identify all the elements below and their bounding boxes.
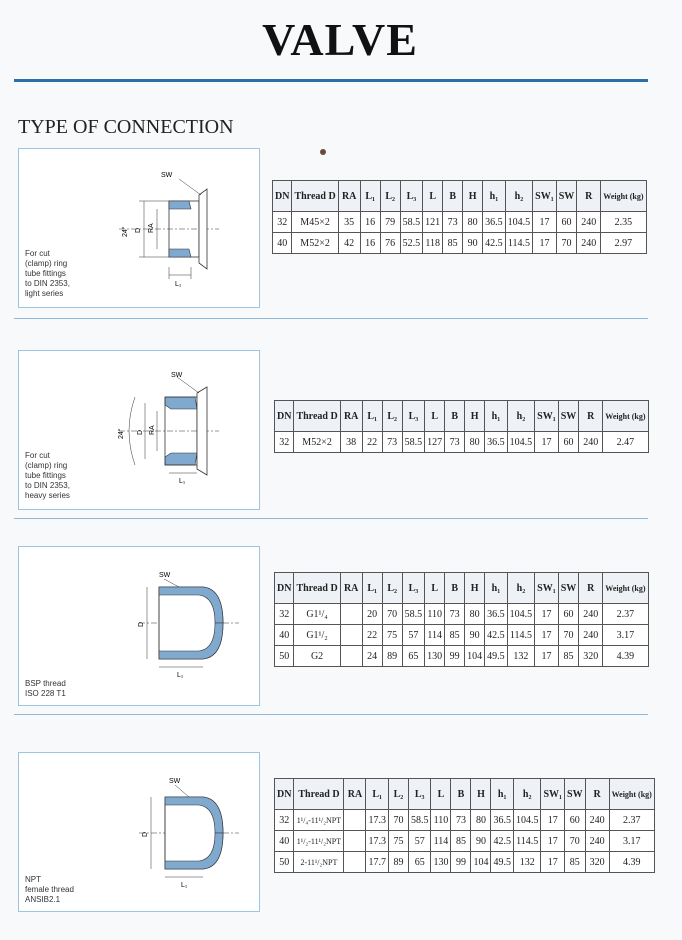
table-cell: 60	[556, 212, 577, 233]
column-header: B	[445, 573, 465, 604]
column-header: L₂	[382, 573, 402, 604]
caption-light-series: For cut (clamp) ring tube fittings to DIN 2353, light series	[25, 249, 70, 298]
column-header: L	[431, 779, 451, 810]
table-cell: 79	[380, 212, 400, 233]
label-sw: SW	[161, 172, 173, 179]
column-header: L	[425, 573, 445, 604]
page-title: VALVE	[262, 14, 418, 65]
column-header: Weight (kg)	[609, 779, 654, 810]
table-cell: 60	[558, 604, 579, 625]
table-cell: 70	[565, 831, 586, 852]
caption-npt-thread: NPT female thread ANSIB2.1	[25, 875, 74, 904]
column-header: L	[423, 181, 443, 212]
table-cell: 38	[340, 432, 362, 453]
column-header: H	[465, 573, 485, 604]
table-cell: 32	[275, 432, 294, 453]
table-cell: 110	[425, 604, 445, 625]
table-cell: 90	[463, 233, 483, 254]
table-cell	[340, 604, 362, 625]
table-cell: 42	[338, 233, 360, 254]
table-cell: 114	[425, 625, 445, 646]
table-cell: 80	[463, 212, 483, 233]
label-24deg: 24°	[118, 428, 125, 439]
table-cell: 65	[402, 646, 425, 667]
column-header: L₁	[366, 779, 389, 810]
table-cell: 36.5	[485, 432, 508, 453]
table-cell: 73	[445, 604, 465, 625]
table-cell: 240	[579, 604, 603, 625]
table-cell: 49.5	[485, 646, 508, 667]
table-cell	[344, 831, 366, 852]
table-cell: 132	[513, 852, 541, 873]
table-cell: 104.5	[505, 212, 533, 233]
label-l1: L₁	[175, 281, 182, 288]
column-header: L₃	[402, 573, 425, 604]
column-header: R	[585, 779, 609, 810]
table-cell: 85	[565, 852, 586, 873]
table-cell: 104.5	[513, 810, 541, 831]
column-header: h₁	[485, 573, 508, 604]
column-header: SW	[565, 779, 586, 810]
table-cell: M45×2	[292, 212, 338, 233]
table-cell: 32	[273, 212, 292, 233]
table-row	[275, 646, 649, 667]
label-ra: RA	[148, 223, 155, 233]
column-header: B	[451, 779, 471, 810]
table-cell: 17	[535, 646, 559, 667]
table-cell: 2.97	[601, 233, 646, 254]
table-cell: 50	[275, 852, 294, 873]
table-cell: 57	[402, 625, 425, 646]
column-header: H	[463, 181, 483, 212]
column-header: L₃	[400, 181, 423, 212]
table-cell: 22	[362, 625, 382, 646]
column-header: Weight (kg)	[601, 181, 646, 212]
spec-table-heavy-series	[274, 400, 649, 453]
table-cell: 85	[451, 831, 471, 852]
table-cell: 73	[451, 810, 471, 831]
table-cell: 73	[443, 212, 463, 233]
label-d: D	[137, 429, 144, 435]
table-cell: 49.5	[491, 852, 514, 873]
table-cell: 17.3	[366, 831, 389, 852]
label-l1: L₁	[177, 672, 184, 679]
table-cell: 3.17	[603, 625, 648, 646]
table-cell: 73	[445, 432, 465, 453]
table-cell: 20	[362, 604, 382, 625]
column-header: Thread D	[294, 573, 340, 604]
table-cell: 32	[275, 810, 294, 831]
table-cell: 70	[558, 625, 579, 646]
table-cell: 85	[443, 233, 463, 254]
table-cell: 240	[577, 233, 601, 254]
column-header: SW₁	[535, 573, 559, 604]
table-cell: 89	[388, 852, 408, 873]
column-header: h₁	[491, 779, 514, 810]
label-sw: SW	[169, 778, 181, 785]
table-cell: 114.5	[507, 625, 535, 646]
table-header-row	[273, 181, 647, 212]
table-cell: 104.5	[507, 604, 535, 625]
table-cell: 52.5	[400, 233, 423, 254]
table-cell: 42.5	[485, 625, 508, 646]
column-header: L₂	[380, 181, 400, 212]
table-cell: 121	[423, 212, 443, 233]
table-cell: 42.5	[491, 831, 514, 852]
column-header: DN	[273, 181, 292, 212]
table-cell: 99	[445, 646, 465, 667]
table-cell: 4.39	[609, 852, 654, 873]
column-header: L₁	[362, 573, 382, 604]
drawing-bsp-thread	[18, 546, 260, 706]
table-cell: 57	[408, 831, 431, 852]
ink-dot	[320, 149, 326, 155]
table-cell: 80	[465, 604, 485, 625]
column-header: Weight (kg)	[603, 401, 648, 432]
caption-bsp-thread: BSP thread ISO 228 T1	[25, 679, 66, 698]
table-cell: 60	[558, 432, 579, 453]
table-cell: 58.5	[402, 604, 425, 625]
table-row	[275, 432, 649, 453]
table-cell: 80	[471, 810, 491, 831]
column-header: Thread D	[294, 401, 340, 432]
column-header: h₂	[513, 779, 541, 810]
table-cell: 32	[275, 604, 294, 625]
table-cell	[340, 625, 362, 646]
column-header: DN	[275, 573, 294, 604]
column-header: B	[445, 401, 465, 432]
table-cell: 240	[579, 625, 603, 646]
column-header: h₁	[485, 401, 508, 432]
table-cell: 89	[382, 646, 402, 667]
column-header: SW	[558, 573, 579, 604]
section-separator	[14, 318, 648, 319]
column-header: SW₁	[535, 401, 559, 432]
column-header: h₂	[507, 573, 535, 604]
table-cell	[340, 646, 362, 667]
table-cell: 2.37	[609, 810, 654, 831]
table-row	[275, 852, 655, 873]
table-cell	[344, 852, 366, 873]
column-header: RA	[340, 573, 362, 604]
table-cell: 240	[585, 831, 609, 852]
table-cell: 114	[431, 831, 451, 852]
column-header: L₂	[382, 401, 402, 432]
table-cell: 16	[360, 212, 380, 233]
column-header: SW₁	[541, 779, 565, 810]
label-sw: SW	[171, 372, 183, 379]
table-cell: 104	[471, 852, 491, 873]
table-cell: 60	[565, 810, 586, 831]
table-cell: 130	[431, 852, 451, 873]
table-cell: 2.37	[603, 604, 648, 625]
table-cell: 17	[541, 831, 565, 852]
table-cell: 90	[465, 625, 485, 646]
table-cell: 36.5	[491, 810, 514, 831]
table-cell: 17.3	[366, 810, 389, 831]
table-cell: 40	[275, 831, 294, 852]
table-cell: 130	[425, 646, 445, 667]
table-cell: 90	[471, 831, 491, 852]
spec-table-npt-thread	[274, 778, 655, 873]
label-d: D	[142, 831, 149, 837]
table-cell: 73	[382, 432, 402, 453]
table-cell: 114.5	[505, 233, 533, 254]
table-cell: 320	[585, 852, 609, 873]
column-header: L₂	[388, 779, 408, 810]
table-cell: G1¹/₄	[294, 604, 340, 625]
table-cell: 50	[275, 646, 294, 667]
table-header-row	[275, 573, 649, 604]
column-header: B	[443, 181, 463, 212]
column-header: RA	[340, 401, 362, 432]
table-cell: 104	[465, 646, 485, 667]
column-header: RA	[344, 779, 366, 810]
table-cell: 40	[273, 233, 292, 254]
table-cell: M52×2	[292, 233, 338, 254]
table-cell: 80	[465, 432, 485, 453]
column-header: L₃	[408, 779, 431, 810]
column-header: DN	[275, 779, 294, 810]
section-separator	[14, 714, 648, 715]
column-header: SW₁	[533, 181, 557, 212]
label-ra: RA	[149, 425, 156, 435]
column-header: R	[579, 401, 603, 432]
table-cell: 17	[533, 212, 557, 233]
table-cell: 132	[507, 646, 535, 667]
table-cell: 17.7	[366, 852, 389, 873]
table-cell: 240	[579, 432, 603, 453]
table-cell: 36.5	[485, 604, 508, 625]
table-cell: 85	[445, 625, 465, 646]
table-row	[275, 604, 649, 625]
table-cell: 22	[362, 432, 382, 453]
table-cell: 2.35	[601, 212, 646, 233]
table-cell: 76	[380, 233, 400, 254]
spec-table-light-series	[272, 180, 647, 254]
table-header-row	[275, 401, 649, 432]
table-cell: 127	[425, 432, 445, 453]
table-cell: G2	[294, 646, 340, 667]
table-cell: 42.5	[483, 233, 506, 254]
table-cell: 58.5	[402, 432, 425, 453]
column-header: Weight (kg)	[603, 573, 648, 604]
section-title: TYPE OF CONNECTION	[18, 116, 234, 138]
table-cell: 70	[556, 233, 577, 254]
table-cell: 17	[535, 625, 559, 646]
caption-heavy-series: For cut (clamp) ring tube fittings to DIN 2353, heavy series	[25, 451, 70, 500]
table-cell: 58.5	[400, 212, 423, 233]
table-cell: M52×2	[294, 432, 340, 453]
table-cell: 118	[423, 233, 443, 254]
drawing-npt-thread	[18, 752, 260, 912]
table-row	[275, 625, 649, 646]
table-cell: 240	[577, 212, 601, 233]
table-cell: 70	[388, 810, 408, 831]
table-cell: 17	[541, 810, 565, 831]
label-d: D	[135, 227, 142, 233]
table-cell: G1¹/₂	[294, 625, 340, 646]
table-cell: 104.5	[507, 432, 535, 453]
drawing-heavy-series	[18, 350, 260, 510]
table-cell: 35	[338, 212, 360, 233]
table-cell: 240	[585, 810, 609, 831]
column-header: H	[471, 779, 491, 810]
table-row	[275, 831, 655, 852]
table-cell: 110	[431, 810, 451, 831]
title-rule	[14, 79, 648, 82]
column-header: L₃	[402, 401, 425, 432]
label-sw: SW	[159, 572, 171, 579]
drawing-light-series	[18, 148, 260, 308]
label-l1: L₁	[181, 882, 188, 889]
table-cell: 1¹/₂-11¹/₂NPT	[294, 831, 344, 852]
table-cell: 3.17	[609, 831, 654, 852]
table-cell: 24	[362, 646, 382, 667]
section-separator	[14, 518, 648, 519]
table-cell: 36.5	[483, 212, 506, 233]
table-cell: 70	[382, 604, 402, 625]
column-header: Thread D	[294, 779, 344, 810]
column-header: R	[579, 573, 603, 604]
table-cell: 99	[451, 852, 471, 873]
table-cell: 65	[408, 852, 431, 873]
column-header: R	[577, 181, 601, 212]
spec-table-bsp-thread	[274, 572, 649, 667]
label-24deg: 24°	[122, 226, 129, 237]
column-header: h₁	[483, 181, 506, 212]
column-header: h₂	[505, 181, 533, 212]
column-header: h₂	[507, 401, 535, 432]
table-cell: 17	[535, 432, 559, 453]
column-header: Thread D	[292, 181, 338, 212]
label-d: D	[138, 621, 145, 627]
column-header: SW	[556, 181, 577, 212]
table-cell: 17	[535, 604, 559, 625]
column-header: L₁	[360, 181, 380, 212]
table-header-row	[275, 779, 655, 810]
column-header: L₁	[362, 401, 382, 432]
table-row	[273, 233, 647, 254]
label-l1: L₁	[179, 478, 186, 485]
table-cell: 2-11¹/₂NPT	[294, 852, 344, 873]
table-cell: 114.5	[513, 831, 541, 852]
table-cell: 75	[382, 625, 402, 646]
table-cell: 17	[533, 233, 557, 254]
column-header: L	[425, 401, 445, 432]
table-row	[273, 212, 647, 233]
table-cell: 2.47	[603, 432, 648, 453]
table-cell	[344, 810, 366, 831]
table-cell: 40	[275, 625, 294, 646]
column-header: SW	[558, 401, 579, 432]
table-cell: 4.39	[603, 646, 648, 667]
table-cell: 17	[541, 852, 565, 873]
table-cell: 320	[579, 646, 603, 667]
table-cell: 85	[558, 646, 579, 667]
column-header: H	[465, 401, 485, 432]
table-row	[275, 810, 655, 831]
table-cell: 1¹/₄-11¹/₂NPT	[294, 810, 344, 831]
table-cell: 75	[388, 831, 408, 852]
table-cell: 58.5	[408, 810, 431, 831]
table-cell: 16	[360, 233, 380, 254]
column-header: RA	[338, 181, 360, 212]
column-header: DN	[275, 401, 294, 432]
